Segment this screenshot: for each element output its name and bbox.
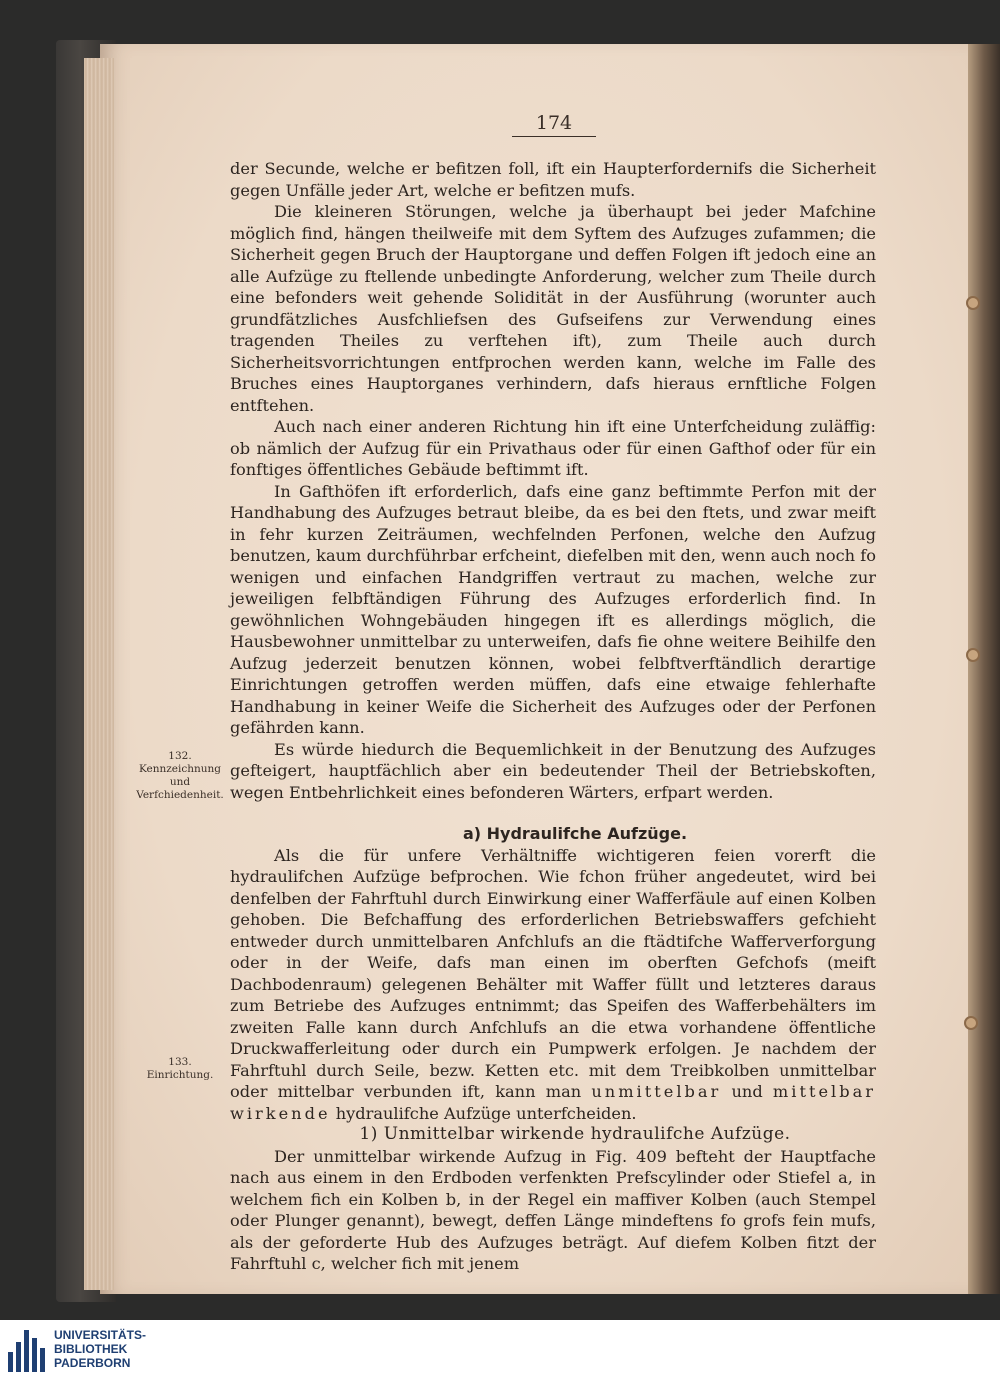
margin-note-number: 133. <box>168 1056 192 1068</box>
paragraph: Auch nach einer anderen Richtung hin ift eine Unterfcheidung zuläffig: ob nämlich der Aufzug für ein Privathaus oder für einen Gafthof oder für ein fonftiges öffentliches Gebäude beftimmt ift. <box>230 417 876 479</box>
library-line: UNIVERSITÄTS- <box>54 1328 147 1342</box>
section-heading: a) Hydraulifche Aufzüge. <box>462 824 688 843</box>
page-stack-edge <box>84 58 114 1290</box>
paragraph-text: Als die für unfere Verhältniffe wichtigeren feien vorerft die hydraulifchen Aufzüge befprochen. Wie fchon früher angedeutet, wird bei denfelben der Fahrftuhl durch Einwirkung einer Wafferfäule auf einen Kolben gehoben. Die Befchaffung des erforderlichen Betriebswaffers gefchieht entweder durch unmittelbaren Anfchlufs an die ftädtifche Wafferverforgung oder in der Weife, dafs man einen im oberften Gefchofs (meift Dachbodenraum) gelegenen Behälter mit Waffer füllt und letzteres daraus zum Betriebe des Aufzuges entnimmt; das Speifen des Wafferbehälters im zweiten Falle kann durch Anfchlufs an die etwa vorhandene öffentliche Druckwafferleitung oder durch ein Pumpwerk erfolgen. Je nachdem der Fahrftuhl durch Seile, bezw. Ketten etc. mit dem Treibkolben unmittelbar oder mittelbar verbunden ift, kann man <box>230 845 876 1101</box>
library-logo-text <box>54 1328 146 1370</box>
margin-note-line: und <box>169 776 191 788</box>
paragraph: In Gafthöfen ift erforderlich, dafs eine ganz beftimmte Perfon mit der Handhabung des Aufzuges betraut bleibe, da es bei den ftets, und zwar meift in fehr kurzen Zeiträumen, wechfelnden Perfonen, welche den Aufzug benutzen, kaum durchführbar erfcheint, diefelben mit den, wenn auch noch fo wenigen und einfachen Handgriffen vertraut zu machen, welche zur jeweiligen felbftändigen Führung des Aufzuges erforderlich find. In gewöhnlichen Wohngebäuden hingegen ift es allerdings möglich, die Hausbewohner unmittelbar zu unterweifen, dafs fie ohne weitere Beihilfe den Aufzug jederzeit benutzen können, wobei felbftverftändlich derartige Einrichtungen getroffen werden müffen, dafs eine etwaige fehlerhafte Handhabung in keiner Weife die Sicherheit des Aufzuges oder der Perfonen gefährden kann. <box>230 481 876 737</box>
binding-stitch <box>966 648 980 662</box>
margin-note-line: Kennzeichnung <box>138 763 222 775</box>
library-line: BIBLIOTHEK <box>54 1342 128 1356</box>
subsection-heading: 1) Unmittelbar wirkende hydraulifche Aufzüge. <box>359 1124 791 1144</box>
library-line: PADERBORN <box>54 1356 131 1370</box>
spaced-term: unmittelbar <box>591 1082 722 1101</box>
spaced-term: mittelbar wirkende <box>230 1082 876 1123</box>
margin-note-number: 132. <box>168 750 192 762</box>
conjunction: und <box>731 1082 763 1101</box>
paragraph: Der unmittelbar wirkende Aufzug in Fig. 409 befteht der Hauptfache nach aus einem in den Erdboden verfenkten Prefscylinder oder Stiefel a, in welchem fich ein Kolben b, in der Regel ein maffiver Kolben (auch Stempel oder Plunger genannt), bewegt, deffen Länge mindeftens fo grofs fein mufs, als der geforderte Hub des Aufzuges beträgt. Auf diefem Kolben fitzt der Fahrftuhl c, welcher fich mit jenem <box>230 1146 876 1273</box>
margin-note <box>126 750 234 802</box>
paragraph: der Secunde, welche er befitzen foll, ift ein Haupterfordernifs die Sicherheit gegen Unfälle jeder Art, welche er befitzen mufs. <box>230 159 876 200</box>
margin-note-line: Einrichtung. <box>146 1069 214 1081</box>
paragraph: Die kleineren Störungen, welche ja überhaupt bei jeder Mafchine möglich find, hängen theilweife mit dem Syftem des Aufzuges zufammen; die Sicherheit gegen Bruch der Hauptorgane und deffen Folgen ift jedoch eine an alle Aufzüge zu ftellende unbedingte Anforderung, welcher zum Theile durch eine befonders weit gehende Solidität in der Ausführung (worunter auch grundfätzliches Ausfchliefsen des Gufseifens zur Verwendung eines tragenden Theiles zu verftehen ift), zum Theile auch durch Sicherheitsvorrichtungen entfprochen werden kann, welche im Falle des Bruches eines Hauptorganes verhindern, dafs hieraus ernftliche Folgen entftehen. <box>230 202 876 415</box>
binding-stitch <box>964 1016 978 1030</box>
paragraph <box>230 845 876 1125</box>
binding-stitch <box>966 296 980 310</box>
footer <box>0 1320 1000 1381</box>
library-logo-icon <box>8 1330 46 1372</box>
book-binding <box>968 44 1000 1294</box>
body-text <box>230 158 876 1275</box>
paragraph: Es würde hiedurch die Bequemlichkeit in der Benutzung des Aufzuges gefteigert, hauptfächlich aber ein bedeutender Theil der Betriebskoften, wegen Entbehrlichkeit eines befonderen Wärters, erfpart werden. <box>230 739 876 802</box>
margin-note <box>126 1056 234 1082</box>
paragraph-text: hydraulifche Aufzüge unterfcheiden. <box>335 1103 637 1123</box>
margin-note-line: Verfchiedenheit. <box>136 789 224 801</box>
page-number: 174 <box>512 112 596 137</box>
